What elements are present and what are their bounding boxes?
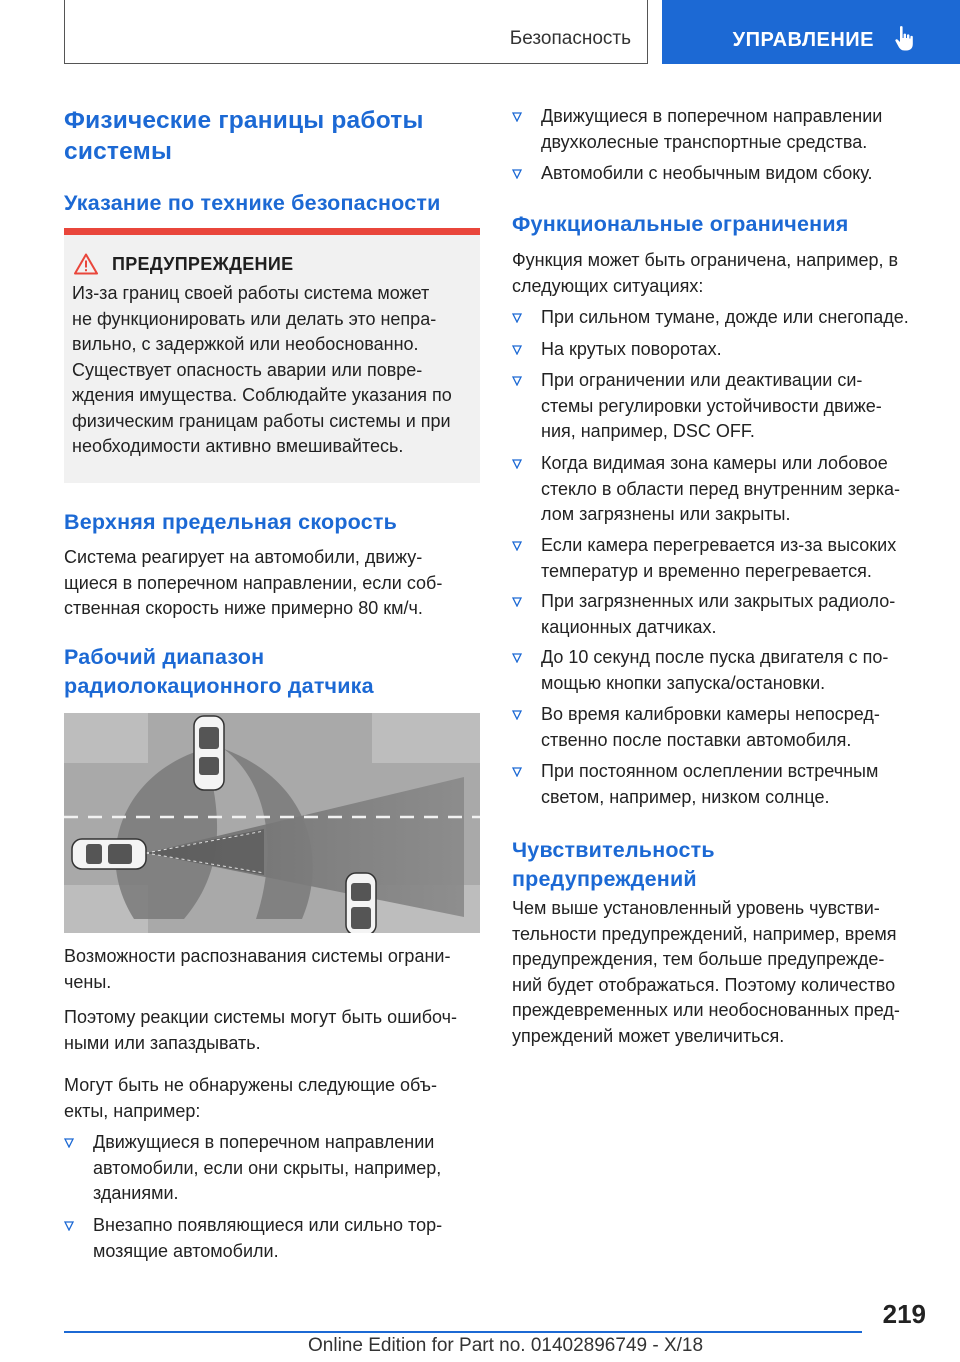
list-item (64, 1130, 482, 1207)
paragraph-line: преждевременных или необоснованных пред- (512, 1000, 900, 1020)
car-icon (346, 873, 376, 933)
recognition-paragraph (64, 944, 482, 995)
heading-line: радиолокационного датчика (64, 674, 374, 698)
paragraph-line: следующих ситуациях: (512, 275, 704, 296)
heading-line: Чувствительность (512, 838, 715, 862)
warning-header (72, 253, 472, 275)
list-item-line: зданиями. (93, 1183, 179, 1203)
warning-line: вильно, с задержкой или необоснованно. (72, 334, 419, 354)
list-item-line: автомобили, если они скрыты, например, (93, 1157, 442, 1178)
list-item-line: мощью кнопки запуска/остановки. (541, 672, 826, 693)
warning-line: Из-за границ своей работы система может (72, 283, 430, 303)
paragraph-line: щиеся в поперечном направлении, если соб- (64, 572, 443, 593)
paragraph-line: Функция может быть ограничена, например, в (512, 250, 899, 270)
list-item-line: На крутых поворотах. (541, 339, 722, 359)
warning-line: не функционировать или делать это непра- (72, 308, 437, 329)
list-item (512, 702, 930, 753)
list-item-line: До 10 секунд после пуска двигателя с по- (541, 647, 889, 667)
warning-line: ждения имущества. Соблюдайте указания по (72, 385, 452, 405)
car-icon (194, 716, 224, 790)
sensitivity-text (512, 896, 930, 1049)
heading-line: предупреждений (512, 867, 697, 891)
list-item-line: Если камера перегревается из-за высоких (541, 535, 897, 555)
paragraph-line: упреждений может увеличиться. (512, 1025, 785, 1046)
triangle-bullet-icon (512, 313, 522, 323)
list-item-line: Движущиеся в поперечном направлении (541, 106, 883, 126)
functional-limits-heading: Функциональные ограничения (512, 212, 849, 236)
list-item-line: Когда видимая зона камеры или лобовое (541, 453, 888, 473)
paragraph-line: тельности предупреждений, например, время (512, 923, 897, 944)
list-item (512, 589, 930, 640)
list-item-line: лом загрязнены или закрыты. (541, 504, 791, 524)
list-item (512, 533, 930, 584)
triangle-bullet-icon (512, 112, 522, 122)
list-item-line: Во время калибровки камеры непосред- (541, 704, 880, 724)
list-item-line: мозящие автомобили. (93, 1240, 279, 1261)
reaction-paragraph (64, 1005, 482, 1056)
warning-label: ПРЕДУПРЕЖДЕНИЕ (112, 253, 294, 274)
paragraph-line: чены. (64, 971, 112, 992)
safety-note-heading: Указание по технике безопасности (64, 191, 441, 215)
sensitivity-heading (512, 836, 930, 894)
car-icon (72, 839, 146, 869)
heading-line: Рабочий диапазон (64, 645, 265, 669)
list-item-line: ственно после поставки автомобиля. (541, 729, 852, 750)
list-item-line: стемы регулировки устойчивости движе- (541, 395, 882, 416)
list-item-line: ния, например, DSC OFF. (541, 421, 755, 441)
paragraph-line: Возможности распознавания системы ограни- (64, 946, 451, 966)
list-item (64, 1213, 482, 1264)
list-item-line: температур и временно перегревается. (541, 560, 872, 581)
warning-line: необходимости активно вмешивайтесь. (72, 436, 404, 456)
paragraph-line: ными или запаздывать. (64, 1032, 261, 1053)
list-item (512, 451, 930, 528)
list-item (512, 337, 930, 363)
list-item-line: При ограничении или деактивации си- (541, 370, 863, 390)
triangle-bullet-icon (512, 653, 522, 663)
list-item (512, 104, 930, 155)
list-item-line: светом, например, низком солнце. (541, 786, 830, 807)
triangle-bullet-icon (64, 1138, 74, 1148)
section-title: Физические границы работы системы (64, 107, 424, 165)
paragraph-line: Чем выше установленный уровень чувстви- (512, 898, 880, 918)
header-section-box (64, 0, 648, 64)
pointing-hand-icon (894, 25, 918, 53)
header-section-title: Безопасность (509, 28, 631, 49)
footer-divider (64, 1331, 862, 1333)
paragraph-line: екты, например: (64, 1100, 201, 1121)
paragraph-line: Поэтому реакции системы могут быть ошибоч- (64, 1007, 457, 1027)
list-item-line: двухколесные транспортные средства. (541, 131, 868, 152)
list-item-line: При постоянном ослеплении встречным (541, 761, 879, 781)
triangle-bullet-icon (64, 1221, 74, 1231)
radar-range-diagram (64, 713, 480, 933)
paragraph-line: Могут быть не обнаружены следующие объ- (64, 1075, 438, 1095)
warning-triangle-icon (74, 253, 98, 275)
radar-range-heading (64, 643, 482, 701)
triangle-bullet-icon (512, 710, 522, 720)
upper-speed-heading: Верхняя предельная скорость (64, 510, 398, 534)
triangle-bullet-icon (512, 345, 522, 355)
list-item-line: кационных датчиках. (541, 616, 717, 637)
paragraph-line: ний будет отображаться. Поэтому количество (512, 974, 896, 995)
page-number: 219 (882, 1299, 926, 1329)
triangle-bullet-icon (512, 597, 522, 607)
list-item-line: Внезапно появляющиеся или сильно тор- (93, 1215, 443, 1235)
list-item (512, 161, 930, 187)
triangle-bullet-icon (512, 767, 522, 777)
edition-footer: Online Edition for Part no. 01402896749 - X/18 (308, 1335, 704, 1356)
triangle-bullet-icon (512, 541, 522, 551)
warning-line: Существует опасность аварии или повре- (72, 359, 423, 380)
list-item (512, 305, 930, 331)
paragraph-line: предупреждения, тем больше предупрежде- (512, 949, 885, 969)
list-item-line: стекло в области перед внутренним зерка- (541, 478, 901, 499)
triangle-bullet-icon (512, 169, 522, 179)
list-item (512, 645, 930, 696)
paragraph-line: Система реагирует на автомобили, движу- (64, 547, 423, 567)
list-item-line: При сильном тумане, дожде или снегопаде. (541, 307, 909, 327)
paragraph-line: ственная скорость ниже примерно 80 км/ч. (64, 598, 423, 618)
triangle-bullet-icon (512, 459, 522, 469)
functional-intro (512, 248, 930, 299)
list-item-line: Движущиеся в поперечном направлении (93, 1132, 435, 1152)
list-item-line: Автомобили с необычным видом сбоку. (541, 163, 873, 183)
not-detected-paragraph (64, 1073, 482, 1124)
header-chapter-tab[interactable] (662, 0, 960, 64)
list-item (512, 368, 930, 445)
list-item (512, 759, 930, 810)
triangle-bullet-icon (512, 376, 522, 386)
warning-box (64, 235, 480, 483)
header-chapter-title: УПРАВЛЕНИЕ (732, 28, 874, 51)
warning-bar (64, 228, 480, 235)
upper-speed-text (64, 545, 482, 622)
warning-line: физическим границам работы системы и при (72, 410, 451, 431)
list-item-line: При загрязненных или закрытых радиоло- (541, 591, 896, 611)
